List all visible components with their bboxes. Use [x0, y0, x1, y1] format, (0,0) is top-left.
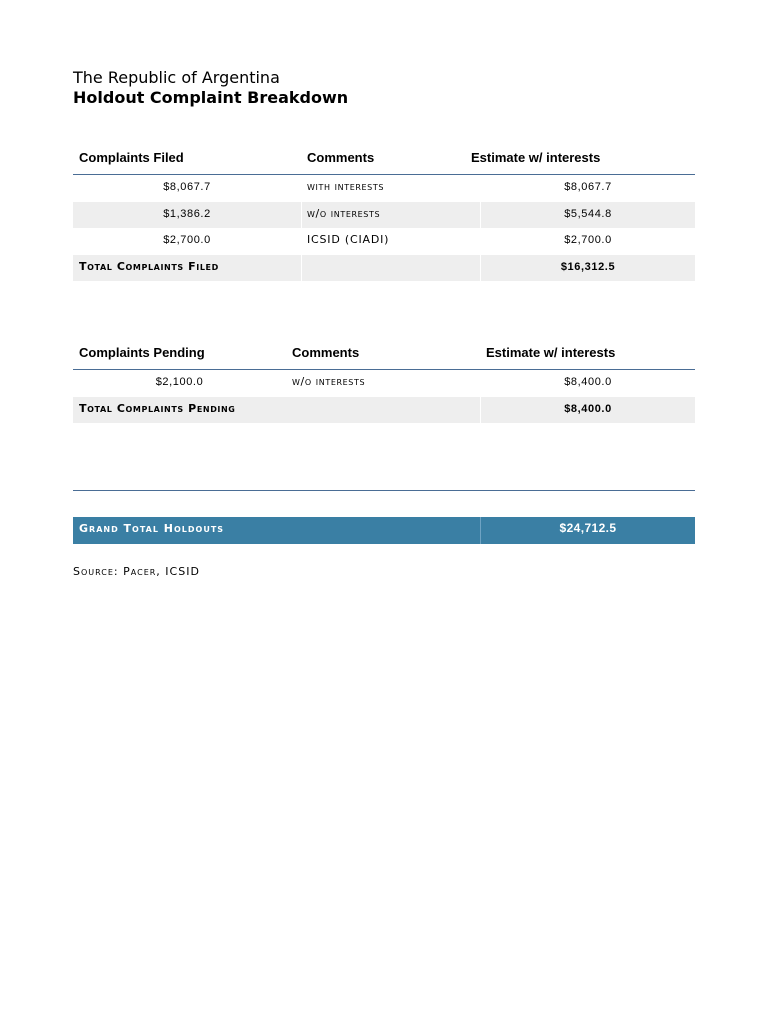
- grand-total-value: $24,712.5: [559, 521, 617, 535]
- column-header-estimate: Estimate w/ interests: [471, 150, 601, 165]
- complaints-filed-table: [73, 148, 695, 281]
- grand-total-row: [73, 517, 695, 544]
- estimate-cell: $2,700.0: [564, 234, 612, 246]
- document-subtitle: Holdout Complaint Breakdown: [73, 88, 349, 107]
- estimate-cell: $5,544.8: [564, 207, 612, 220]
- table-header: [73, 148, 695, 175]
- section-divider: [73, 490, 695, 491]
- total-row: [73, 255, 695, 282]
- comment-cell: with interests: [307, 180, 385, 193]
- complaints-pending-table: [73, 343, 695, 423]
- amount-cell: $2,700.0: [163, 234, 211, 246]
- total-complaints-filed-label: Total Complaints Filed: [79, 259, 219, 273]
- column-header-complaints-filed: Complaints Filed: [79, 150, 184, 165]
- source-note: Source: Pacer, ICSID: [73, 565, 200, 578]
- amount-cell: $1,386.2: [163, 207, 211, 220]
- table-row: [73, 370, 695, 397]
- comment-cell: w/o interests: [292, 375, 366, 388]
- amount-cell: $2,100.0: [155, 376, 204, 388]
- table-row: [73, 202, 695, 229]
- total-row: [73, 397, 695, 424]
- document-title: The Republic of Argentina: [73, 68, 280, 87]
- estimate-cell: $8,067.7: [564, 181, 612, 193]
- column-header-comments: Comments: [292, 345, 360, 360]
- column-header-estimate: Estimate w/ interests: [486, 345, 616, 360]
- amount-cell: $8,067.7: [163, 181, 211, 193]
- grand-total-label: Grand Total Holdouts: [79, 522, 225, 535]
- table-header: [73, 343, 695, 370]
- comment-cell: w/o interests: [307, 206, 381, 220]
- table-row: [73, 175, 695, 202]
- total-complaints-pending-label: Total Complaints Pending: [79, 401, 236, 415]
- total-complaints-filed-value: $16,312.5: [560, 260, 616, 273]
- total-complaints-pending-value: $8,400.0: [564, 402, 612, 415]
- table-row: [73, 228, 695, 255]
- column-header-comments: Comments: [307, 150, 375, 165]
- column-header-complaints-pending: Complaints Pending: [79, 345, 205, 360]
- comment-cell: ICSID (CIADI): [307, 233, 390, 246]
- estimate-cell: $8,400.0: [564, 376, 612, 388]
